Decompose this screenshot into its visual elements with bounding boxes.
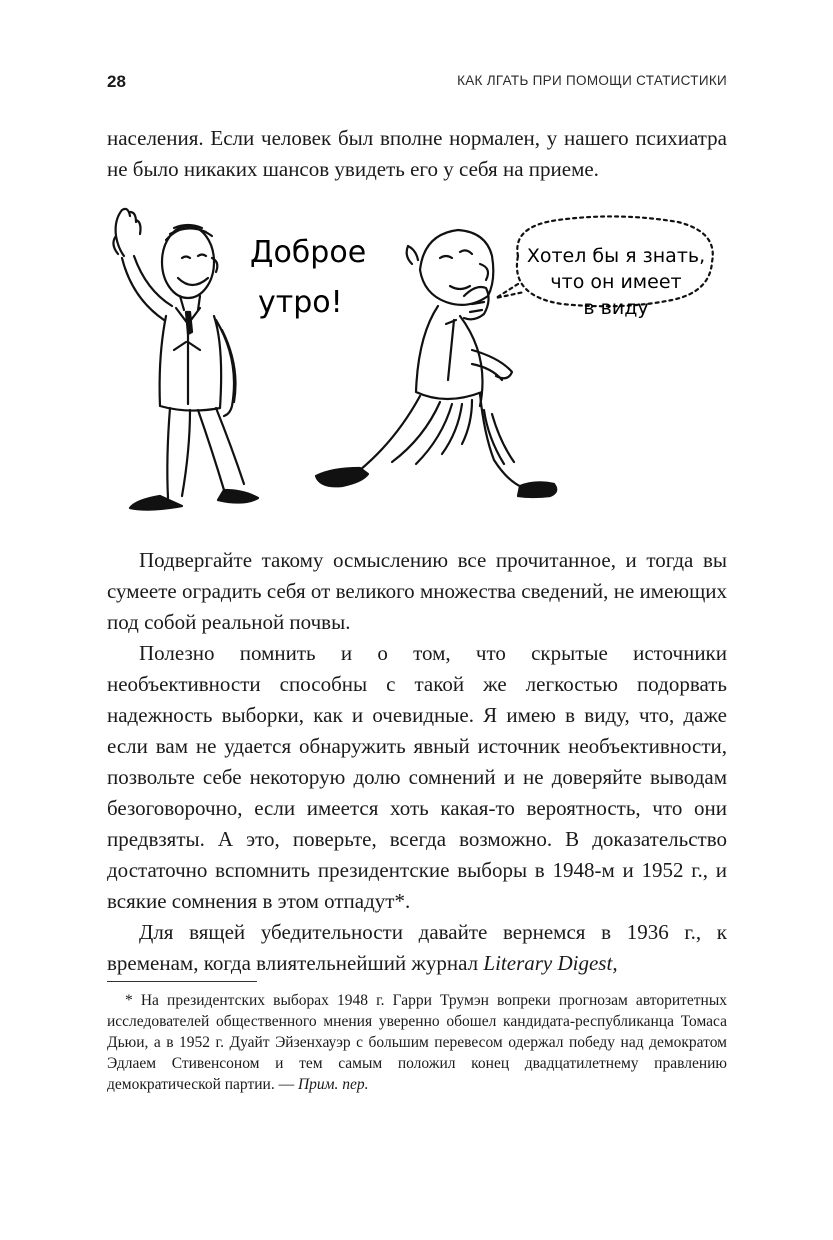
footnote	[107, 990, 727, 1095]
left-speech-line-1: Доброе	[250, 235, 367, 270]
bubble-line-2: что он имеет	[550, 271, 682, 293]
bubble-line-1: Хотел бы я знать,	[526, 245, 706, 267]
left-speech-line-2: утро!	[258, 285, 343, 320]
footnote-divider	[107, 981, 257, 982]
footnote-text: * На президентских выборах 1948 г. Гарри Трумэн вопреки прогнозам авторитетных исследователей общественного мнения уверенно обошел кандидата-республиканца Томаса Дьюи, а в 1952 г. Дуайт Эйзенхауэр с большим перевесом одержал победу над демократом Эдлаем Стивенсоном и тем самым положил конец двадцатилетнему правлению демократической партии. —	[107, 992, 727, 1093]
page-header	[107, 72, 727, 94]
walking-man-figure	[316, 230, 556, 497]
running-head: КАК ЛГАТЬ ПРИ ПОМОЩИ СТАТИСТИКИ	[457, 73, 727, 88]
translator-note: Прим. пер.	[297, 1076, 369, 1093]
paragraph-3	[107, 917, 727, 979]
top-paragraph: населения. Если человек был вполне нормален, у нашего психиатра не было никаких шансов увидеть его у себя на приеме.	[107, 126, 727, 181]
waving-man-figure	[113, 209, 258, 510]
bubble-line-3: в виду	[583, 297, 649, 319]
paragraph-2: Полезно помнить и о том, что скрытые источники необъективности способны с такой же легкостью подорвать надежность выборки, как и очевидные. Я имею в виду, что, даже если вам не удается обнаружить явный источник необъективности, позвольте себе некоторую долю сомнений и не доверяйте выводам безоговорочно, если имеется хоть какая-то вероятность, что они предвзяты. А это, поверьте, всегда возможно. В доказательство достаточно вспомнить президентские выборы в 1948-м и 1952 г., и всякие сомнения в этом отпадут*.	[107, 641, 727, 913]
main-text-block	[107, 545, 727, 979]
paragraph-3-text: Для вящей убедительности давайте вернемся в 1936 г., к временам, когда влиятельнейший журнал	[107, 920, 727, 975]
footnote-paragraph	[107, 990, 727, 1095]
journal-title: Literary Digest,	[483, 951, 618, 975]
top-text-block	[107, 123, 727, 185]
cartoon-illustration	[100, 200, 730, 530]
paragraph-1: Подвергайте такому осмыслению все прочитанное, и тогда вы сумеете оградить себя от великого множества сведений, не имеющих под собой реальной почвы.	[107, 548, 727, 634]
page-number: 28	[107, 72, 126, 91]
